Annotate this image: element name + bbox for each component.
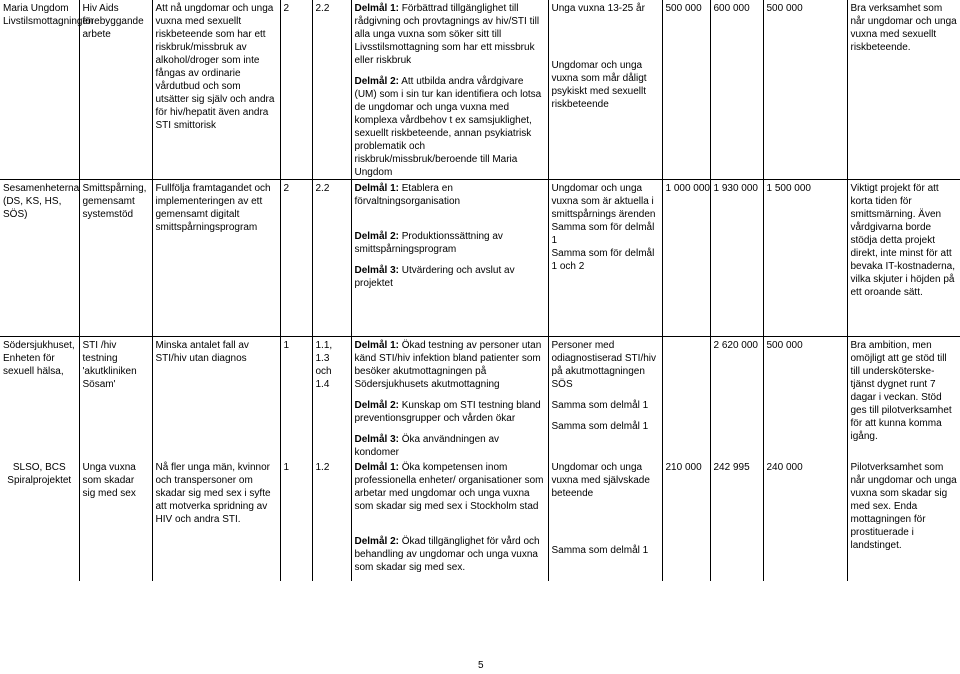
delmal-label: Delmål 2: xyxy=(354,536,399,547)
amount-b: 242 995 xyxy=(713,462,750,473)
amount-c: 1 500 000 xyxy=(766,183,811,194)
area-text: Unga vuxna som skadar sig med sex xyxy=(82,462,136,499)
area-text: Smittspårning, gemensamt systemstöd xyxy=(82,183,147,220)
amount-c-cell xyxy=(763,0,847,180)
target-text: Ungdomar och unga vuxna som är aktuella i smittspårnings ärenden xyxy=(551,183,656,220)
delmal-2 xyxy=(355,75,545,179)
target-cell xyxy=(548,180,662,337)
delmal-label: Delmål 3: xyxy=(354,434,399,445)
target-text: Samma som delmål 1 xyxy=(551,421,649,432)
target-text: Personer med odiagnostiserad STI/hiv på akutmottagningen SÖS xyxy=(551,340,657,390)
amount-c-cell xyxy=(763,337,847,460)
parts-cell xyxy=(351,337,548,460)
amount-a-cell xyxy=(662,337,710,460)
goal-ref-text: 1.2 xyxy=(315,462,330,473)
area-text: STI /hiv testning 'akutkliniken Sösam' xyxy=(82,340,137,390)
delmal-text: Öka kompetensen inom professionella enheter/ organisationer som arbetar med ungdomar och unga vuxna som skadar sig med sex i Stockholm stad xyxy=(354,462,544,512)
comment-cell xyxy=(847,180,960,337)
comment-cell xyxy=(847,459,960,581)
area-cell xyxy=(79,459,152,581)
delmal-1 xyxy=(355,2,545,67)
amount-a: 500 000 xyxy=(665,3,702,14)
prio-text: 2 xyxy=(283,183,290,194)
delmal-3 xyxy=(355,433,545,459)
delmal-text: Förbättrad tillgänglighet till rådgivning och provtagnings av hiv/STI till alla unga vuxna som söker sitt till Livsstilsmottagning som har ett missbruk eller riskbruk xyxy=(354,3,540,66)
delmal-text: Öka användningen av kondomer xyxy=(354,434,500,458)
delmal-1 xyxy=(355,339,545,391)
parts-cell xyxy=(351,0,548,180)
goal-cell xyxy=(152,337,280,460)
comment-text: Viktigt projekt för att korta tiden för smittsmärning. Även vårdgivarna borde stödja detta projekt direkt, inte minst för att bevaka IT-kostnaderna, vilka skjuter i höjden på ett oroande sätt. xyxy=(850,183,956,298)
org-cell xyxy=(0,180,79,337)
delmal-label: Delmål 1: xyxy=(354,462,399,473)
delmal-text: Att utbilda andra vårdgivare (UM) som i sin tur kan identifiera och lotsa de ungdomar och unga vuxna med komplexa vårdbehov t ex samsjuklighet, sexuellt riskbeteende, annan psykiatrisk problematik och riskbruk/missbruk/beroende till Maria Ungdom xyxy=(354,76,542,178)
goal-ref-cell xyxy=(312,180,351,337)
amount-c: 500 000 xyxy=(766,340,803,351)
delmal-2 xyxy=(355,230,545,256)
prio-text: 2 xyxy=(283,3,290,14)
goal-text: Minska antalet fall av STI/hiv utan diagnos xyxy=(155,340,249,364)
goal-cell xyxy=(152,180,280,337)
delmal-label: Delmål 3: xyxy=(354,265,399,276)
prio-cell xyxy=(280,0,312,180)
delmal-3 xyxy=(355,264,545,290)
amount-c: 500 000 xyxy=(766,3,803,14)
page-number: 5 xyxy=(478,660,484,671)
target-text: Samma som delmål 1 xyxy=(551,400,649,411)
delmal-label: Delmål 2: xyxy=(354,76,399,87)
delmal-text: Produktionssättning av smittspårningsprogram xyxy=(354,231,503,255)
table-row xyxy=(0,459,960,581)
target-cell xyxy=(548,337,662,460)
table-row xyxy=(0,180,960,337)
amount-b-cell xyxy=(710,0,763,180)
amount-b-cell xyxy=(710,337,763,460)
area-text: Hiv Aids förebyggande arbete xyxy=(82,3,144,40)
parts-cell xyxy=(351,180,548,337)
comment-text: Bra ambition, men omöjligt att ge stöd till till undersköterske-tjänst dygnet runt 7 dagar i veckan. Stöd ges till pilotverksamhet för att kunna komma igång. xyxy=(850,340,952,442)
comment-text: Pilotverksamhet som når ungdomar och unga vuxna som skadar sig med sex. Enda mottagningen för prostituerade i landstinget. xyxy=(850,462,957,551)
prio-cell xyxy=(280,180,312,337)
target-cell xyxy=(548,0,662,180)
goal-ref-text: 2.2 xyxy=(315,183,330,194)
goal-ref-text: 2.2 xyxy=(315,3,330,14)
amount-a-cell xyxy=(662,459,710,581)
delmal-1 xyxy=(355,182,545,208)
comment-cell xyxy=(847,0,960,180)
delmal-label: Delmål 1: xyxy=(354,183,399,194)
area-cell xyxy=(79,180,152,337)
delmal-label: Delmål 2: xyxy=(354,400,399,411)
delmal-label: Delmål 1: xyxy=(354,3,399,14)
table-row xyxy=(0,0,960,180)
delmal-text: Etablera en förvaltningsorganisation xyxy=(354,183,461,207)
delmal-1 xyxy=(355,461,545,513)
amount-a: 1 000 000 xyxy=(665,183,710,194)
target-text: Samma som för delmål 1 xyxy=(551,222,655,246)
area-cell xyxy=(79,337,152,460)
comment-text: Bra verksamhet som når ungdomar och unga vuxna med sexuellt riskbeteende. xyxy=(850,3,957,53)
org-cell xyxy=(0,0,94,180)
target-text: Unga vuxna 13-25 år xyxy=(551,3,645,14)
target-text: Ungdomar och unga vuxna som mår dåligt psykiskt med sexuellt riskbeteende xyxy=(551,60,647,110)
prio-cell xyxy=(280,337,312,460)
prio-text: 1 xyxy=(283,462,290,473)
goal-text: Fullfölja framtagandet och implementeringen av ett gemensamt digitalt smittspårningsprogram xyxy=(155,183,271,233)
delmal-text: Ökad testning av personer utan känd STI/hiv infektion bland patienter som besöker akutmottagningen på Södersjukhusets akutmottagning xyxy=(354,340,542,390)
table-row xyxy=(0,337,960,460)
goal-ref-cell xyxy=(312,0,351,180)
goal-text: Att nå ungdomar och unga vuxna med sexuellt riskbeteende som har ett riskbruk/missbruk av alkohol/droger som inte fångas av ordinarie vårdutbud och som utsätter sig själv och andra för hiv/hepatit även andra STI smittorisk xyxy=(155,3,275,131)
delmal-label: Delmål 2: xyxy=(354,231,399,242)
delmal-text: Kunskap om STI testning bland preventionsgrupper och vården ökar xyxy=(354,400,541,424)
goal-ref-cell xyxy=(312,337,351,460)
org-text: Södersjukhuset, Enheten för sexuell hälsa, xyxy=(3,340,75,377)
prio-text: 1 xyxy=(283,340,290,351)
delmal-label: Delmål 1: xyxy=(354,340,399,351)
delmal-2 xyxy=(355,399,545,425)
delmal-text: Ökad tillgänglighet för vård och behandling av ungdomar och unga vuxna som skadar sig med sex. xyxy=(354,536,540,573)
org-text: Maria Ungdom Livstilsmottagningen xyxy=(3,3,94,27)
goal-text: Nå fler unga män, kvinnor och transpersoner om skadar sig med sex i syfte att motverka spridning av HIV och andra STI. xyxy=(155,462,271,525)
org-cell xyxy=(0,337,79,460)
amount-a: 210 000 xyxy=(665,462,702,473)
amount-b: 600 000 xyxy=(713,3,750,14)
amount-b-cell xyxy=(710,180,763,337)
target-text: Samma som för delmål 1 och 2 xyxy=(551,248,655,272)
parts-cell xyxy=(351,459,548,581)
goal-ref-text: 1.1, 1.3 och 1.4 xyxy=(315,340,333,390)
delmal-2 xyxy=(355,535,545,574)
target-cell xyxy=(548,459,662,581)
amount-c-cell xyxy=(763,180,847,337)
target-text: Samma som delmål 1 xyxy=(551,545,649,556)
amount-b: 2 620 000 xyxy=(713,340,758,351)
delmal-text: Utvärdering och avslut av projektet xyxy=(354,265,515,289)
org-text: Sesamenheterna (DS, KS, HS, SÖS) xyxy=(3,183,80,220)
amount-c-cell xyxy=(763,459,847,581)
goal-cell xyxy=(152,459,280,581)
goal-cell xyxy=(152,0,280,180)
amount-a-cell xyxy=(662,0,710,180)
amount-b-cell xyxy=(710,459,763,581)
amount-a-cell xyxy=(662,180,710,337)
amount-b: 1 930 000 xyxy=(713,183,758,194)
amount-c: 240 000 xyxy=(766,462,803,473)
org-cell xyxy=(0,459,79,581)
area-cell xyxy=(79,0,152,180)
goal-ref-cell xyxy=(312,459,351,581)
prio-cell xyxy=(280,459,312,581)
org-text: SLSO, BCS Spiralprojektet xyxy=(7,462,72,486)
comment-cell xyxy=(847,337,960,460)
target-text: Ungdomar och unga vuxna med självskade beteende xyxy=(551,462,650,499)
